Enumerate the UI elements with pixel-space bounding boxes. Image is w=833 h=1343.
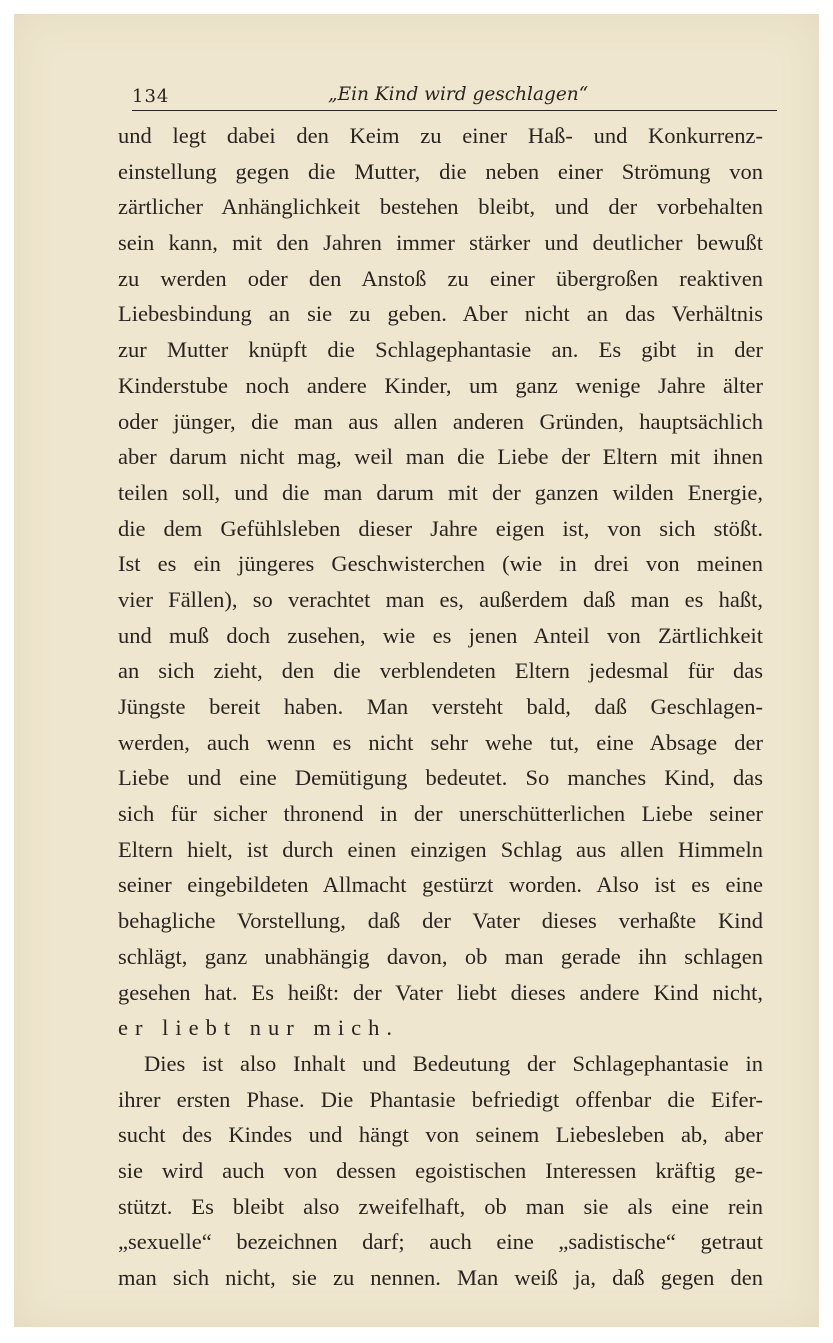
- text-line: schlägt, ganz unabhängig davon, ob man gerade ihn schlagen: [118, 943, 763, 969]
- text-line: zärtlicher Anhänglichkeit bestehen bleibt, und der vorbehalten: [118, 194, 763, 220]
- paragraph-1: [118, 118, 763, 1046]
- text-line: vier Fällen), so verachtet man es, außerdem daß man es haßt,: [118, 586, 763, 612]
- text-line: werden, auch wenn es nicht sehr wehe tut, eine Absage der: [118, 729, 763, 755]
- text-line: sich für sicher thronend in der unerschütterlichen Liebe seiner: [118, 801, 763, 827]
- text-line: Jüngste bereit haben. Man versteht bald, daß Geschlagen-: [118, 694, 763, 719]
- page-header: [132, 80, 777, 111]
- text-line: gesehen hat. Es heißt: der Vater liebt dieses andere Kind nicht,: [118, 979, 763, 1005]
- text-line: Eltern hielt, ist durch einen einzigen Schlag aus allen Himmeln: [118, 836, 763, 862]
- text-line: und legt dabei den Keim zu einer Haß- und Konkurrenz-: [118, 123, 763, 148]
- text-line: sucht des Kindes und hängt von seinem Liebesleben ab, aber: [118, 1122, 763, 1148]
- text-line: „sexuelle“ bezeichnen darf; auch eine „sadistische“ getraut: [118, 1229, 763, 1255]
- text-line: ihrer ersten Phase. Die Phantasie befriedigt offenbar die Eifer-: [118, 1086, 763, 1112]
- text-line: Ist es ein jüngeres Geschwisterchen (wie in drei von meinen: [118, 551, 763, 577]
- text-line: Liebesbindung an sie zu geben. Aber nicht an das Verhältnis: [118, 301, 763, 327]
- text-line: die dem Gefühlsleben dieser Jahre eigen ist, von sich stößt.: [118, 515, 763, 541]
- text-line: teilen soll, und die man darum mit der ganzen wilden Energie,: [118, 479, 763, 505]
- text-line: seiner eingebildeten Allmacht gestürzt worden. Also ist es eine: [118, 872, 763, 898]
- text-line: stützt. Es bleibt also zweifelhaft, ob man sie als eine rein: [118, 1193, 763, 1219]
- body-text: [118, 118, 763, 1296]
- page-number: 134: [132, 86, 170, 107]
- text-line: man sich nicht, sie zu nennen. Man weiß ja, daß gegen den: [118, 1265, 763, 1290]
- emphasized-line: er liebt nur mich.: [118, 1015, 399, 1041]
- text-line: und muß doch zusehen, wie es jenen Anteil von Zärtlichkeit: [118, 622, 763, 648]
- text-line: Kinderstube noch andere Kinder, um ganz wenige Jahre älter: [118, 372, 763, 398]
- text-line: Liebe und eine Demütigung bedeutet. So manches Kind, das: [118, 765, 763, 791]
- text-line: aber darum nicht mag, weil man die Liebe der Eltern mit ihnen: [118, 444, 763, 470]
- text-line: an sich zieht, den die verblendeten Eltern jedesmal für das: [118, 658, 763, 684]
- text-line: sein kann, mit den Jahren immer stärker und deutlicher bewußt: [118, 230, 763, 256]
- text-line: zu werden oder den Anstoß zu einer übergroßen reaktiven: [118, 265, 763, 291]
- running-title: „Ein Kind wird geschlagen“: [328, 84, 589, 105]
- text-line: Dies ist also Inhalt und Bedeutung der Schlagephantasie in: [144, 1050, 763, 1076]
- text-line: oder jünger, die man aus allen anderen Gründen, hauptsächlich: [118, 408, 763, 434]
- text-line: einstellung gegen die Mutter, die neben einer Strömung von: [118, 158, 763, 184]
- paragraph-2: [118, 1046, 763, 1296]
- text-line: sie wird auch von dessen egoistischen Interessen kräftig ge-: [118, 1157, 763, 1183]
- text-line: behagliche Vorstellung, daß der Vater dieses verhaßte Kind: [118, 908, 763, 934]
- text-line: zur Mutter knüpft die Schlagephantasie an. Es gibt in der: [118, 337, 763, 363]
